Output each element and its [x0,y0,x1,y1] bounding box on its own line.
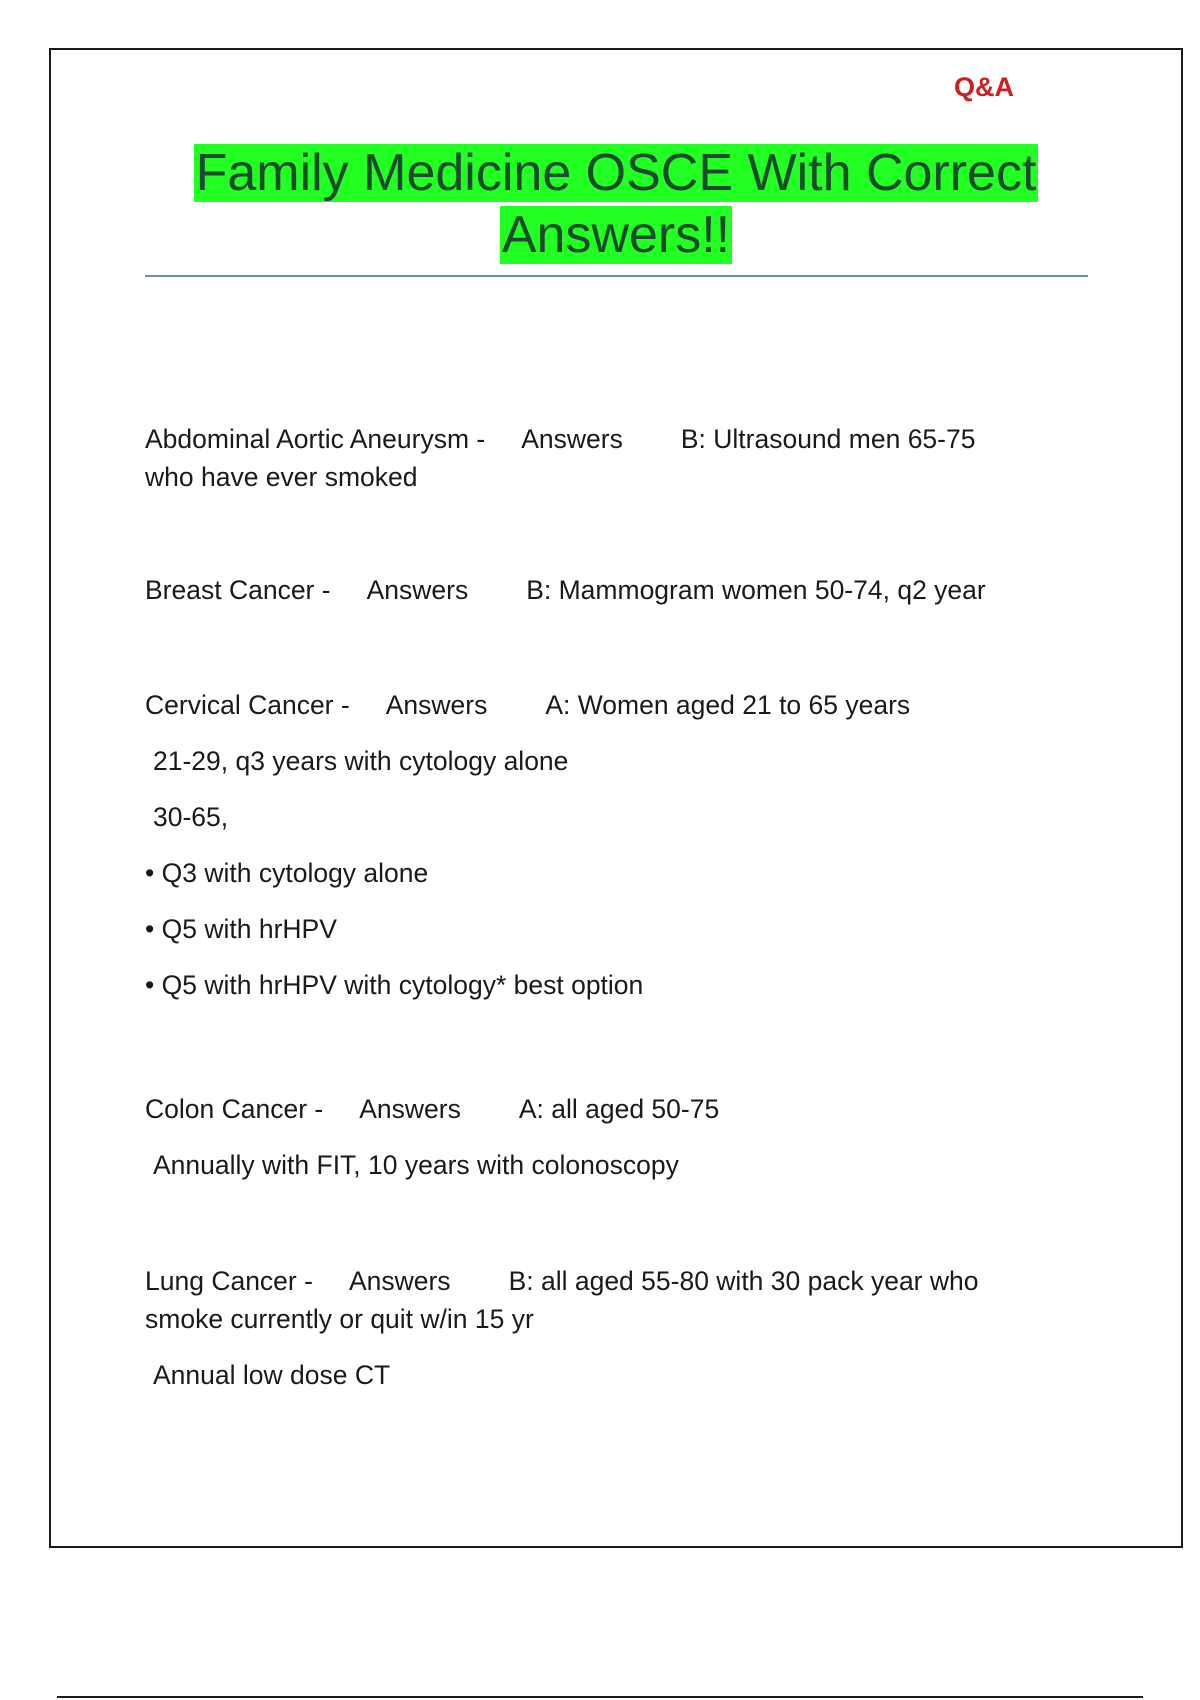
question-term: Cervical Cancer - [145,690,350,720]
question-line [145,686,1045,724]
answer-text: B: Ultrasound men 65-75 [680,424,976,454]
page-title [145,142,1087,266]
answers-tag: Answers [366,575,469,605]
question-term: Lung Cancer - [145,1266,313,1296]
qa-entry-abdominal-aortic-aneurysm [145,420,1045,496]
detail-line: 21-29, q3 years with cytology alone [153,746,569,776]
qa-entry-cervical-cancer [145,686,1045,1004]
answers-tag: Answers [385,690,488,720]
bullet-item: • Q5 with hrHPV with cytology* best option [145,970,644,1000]
question-line [145,571,1045,609]
detail-line: Annually with FIT, 10 years with colonoscopy [153,1150,679,1180]
question-line [145,420,1045,458]
answer-text: B: all aged 55-80 with 30 pack year who [508,1266,979,1296]
detail-line: Annual low dose CT [153,1360,391,1390]
detail-line: 30-65, [153,802,229,832]
question-term: Abdominal Aortic Aneurysm - [145,424,486,454]
answers-tag: Answers [348,1266,451,1296]
question-line [145,1090,1045,1128]
qa-label: Q&A [954,72,1014,102]
question-term: Breast Cancer - [145,575,331,605]
page-title-line-1: Family Medicine OSCE With Correct [195,144,1037,202]
answer-continuation: smoke currently or quit w/in 15 yr [145,1304,534,1334]
qa-entry-colon-cancer [145,1090,1045,1184]
qa-entry-lung-cancer [145,1262,1045,1394]
answer-text: A: all aged 50-75 [518,1094,720,1124]
answer-text: B: Mammogram women 50-74, q2 year [526,575,986,605]
answer-text: A: Women aged 21 to 65 years [545,690,911,720]
footer-divider [57,1696,1143,1698]
bullet-item: • Q3 with cytology alone [145,858,429,888]
answers-tag: Answers [521,424,623,454]
qa-entry-breast-cancer [145,571,1045,609]
answers-tag: Answers [359,1094,461,1124]
question-term: Colon Cancer - [145,1094,324,1124]
answer-continuation: who have ever smoked [145,462,418,492]
title-divider [145,275,1088,277]
bullet-item: • Q5 with hrHPV [145,914,337,944]
question-line [145,1262,1045,1300]
page-title-line-2: Answers!! [501,206,731,264]
